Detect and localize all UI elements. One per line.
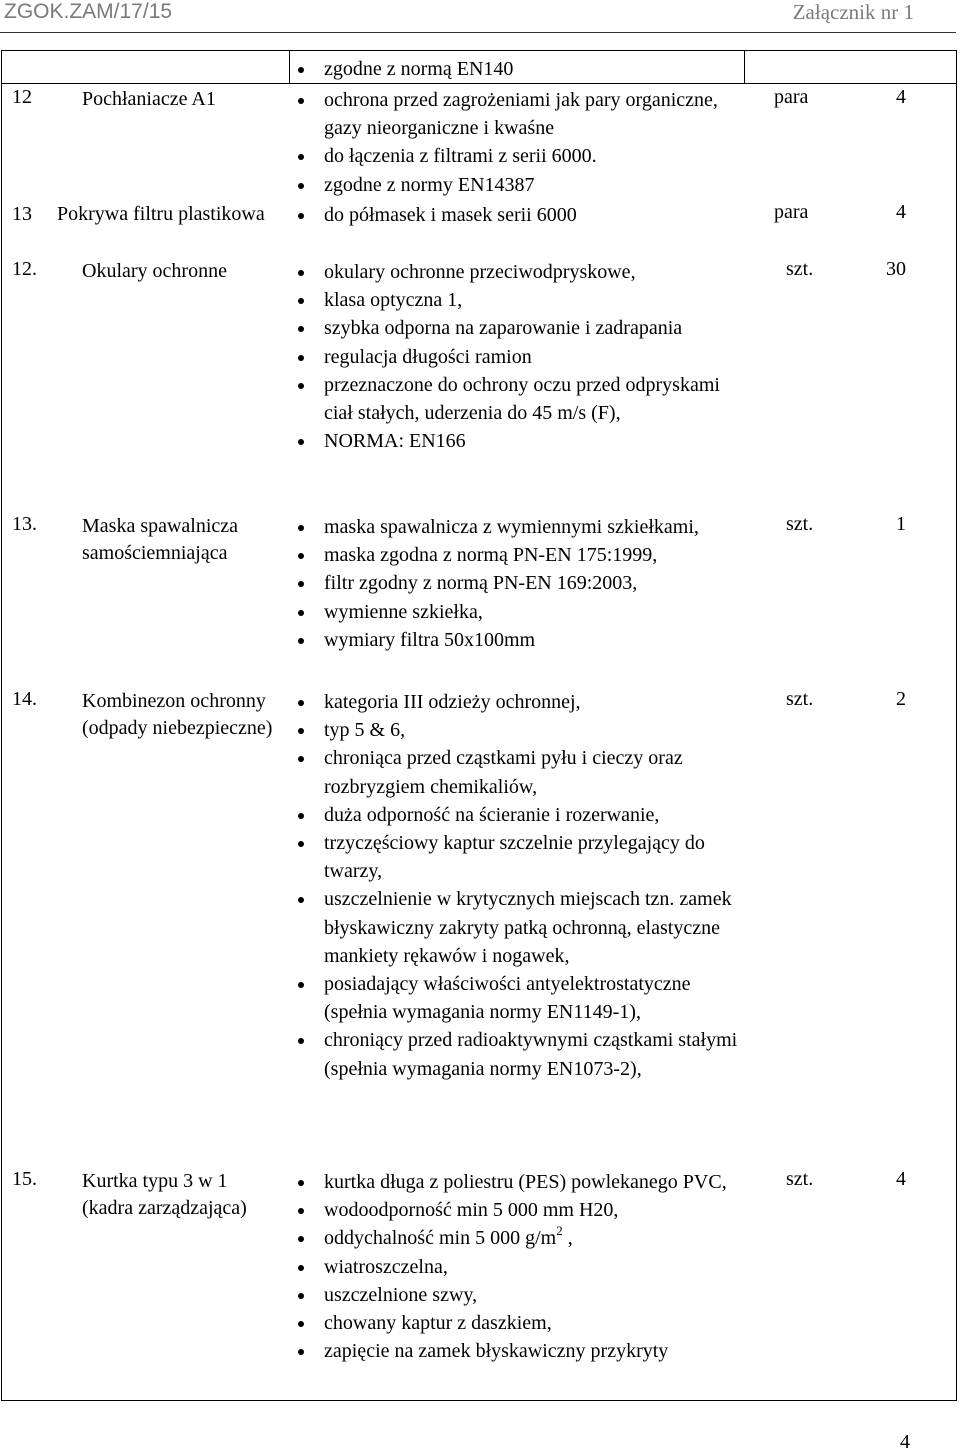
list-item: uszczelnienie w krytycznych miejscach tzn. zamek błyskawiczny zakryty patką ochronną, elastyczne mankiety rękawów i nogawek, bbox=[290, 885, 740, 970]
bullet-icon bbox=[298, 1293, 304, 1299]
list-item: wymiary filtra 50x100mm bbox=[290, 626, 740, 654]
quantity: 4 bbox=[896, 1168, 906, 1190]
row-description bbox=[290, 688, 740, 1083]
list-item: wodoodporność min 5 000 mm H20, bbox=[290, 1196, 740, 1224]
list-item: posiadający właściwości antyelektrostatyczne (spełnia wymagania normy EN1149-1), bbox=[290, 970, 740, 1026]
list-item: filtr zgodny z normą PN-EN 169:2003, bbox=[290, 569, 740, 597]
table-border-left bbox=[1, 50, 2, 1401]
list-item: oddychalność min 5 000 $g/m^2$ , bbox=[290, 1224, 740, 1252]
bullet-icon bbox=[298, 728, 304, 734]
list-item: kategoria III odzieży ochronnej, bbox=[290, 688, 740, 716]
unit: szt. bbox=[786, 688, 814, 710]
bullet-icon bbox=[298, 1349, 304, 1355]
bullet-icon bbox=[298, 982, 304, 988]
list-item: maska spawalnicza z wymiennymi szkiełkami, bbox=[290, 513, 740, 541]
bullet-icon bbox=[298, 183, 304, 189]
unit: szt. bbox=[786, 258, 814, 280]
unit: szt. bbox=[786, 513, 814, 535]
list-item: chroniący przed radioaktywnymi cząstkami stałymi (spełnia wymagania normy EN1073-2), bbox=[290, 1026, 740, 1082]
table-border-top bbox=[1, 50, 957, 51]
bullet-icon bbox=[298, 700, 304, 706]
row-description bbox=[290, 258, 740, 455]
bullet-icon bbox=[298, 581, 304, 587]
bullet-icon bbox=[298, 610, 304, 616]
list-item: NORMA: EN166 bbox=[290, 427, 740, 455]
list-item: szybka odporna na zaparowanie i zadrapania bbox=[290, 314, 740, 342]
bullet-icon bbox=[298, 1038, 304, 1044]
item-name: Pochłaniacze A1 bbox=[82, 88, 216, 110]
row-number: 15. bbox=[12, 1168, 37, 1190]
list-item: przeznaczone do ochrony oczu przed odpryskami ciał stałych, uderzenia do 45 m/s (F), bbox=[290, 371, 740, 427]
bullet-icon bbox=[298, 1236, 304, 1242]
list-item: klasa optyczna 1, bbox=[290, 286, 740, 314]
bullet-icon bbox=[298, 298, 304, 304]
row-description bbox=[290, 86, 740, 199]
item-name: 13 Pokrywa filtru plastikowa bbox=[12, 203, 265, 225]
item-name: Okulary ochronne bbox=[82, 260, 227, 282]
quantity: 1 bbox=[896, 513, 906, 535]
row-number: 14. bbox=[12, 688, 37, 710]
quantity: 2 bbox=[896, 688, 906, 710]
list-item: kurtka długa z poliestru (PES) powlekanego PVC, bbox=[290, 1168, 740, 1196]
quantity: 30 bbox=[886, 258, 906, 280]
quantity: 4 bbox=[896, 86, 906, 108]
bullet-icon bbox=[298, 383, 304, 389]
item-name: Maska spawalnicza samościemniająca bbox=[82, 515, 239, 564]
list-item: ochrona przed zagrożeniami jak pary organiczne, gazy nieorganiczne i kwaśne bbox=[290, 86, 740, 142]
row-description bbox=[290, 1168, 740, 1365]
bullet-icon bbox=[298, 439, 304, 445]
row-description bbox=[290, 55, 740, 83]
unit: para bbox=[774, 86, 809, 108]
column-divider bbox=[744, 50, 745, 83]
bullet-icon bbox=[298, 1180, 304, 1186]
list-item: regulacja długości ramion bbox=[290, 343, 740, 371]
bullet-icon bbox=[298, 841, 304, 847]
row-number: 12 bbox=[12, 86, 32, 108]
unit: para bbox=[774, 201, 809, 223]
item-name: Kombinezon ochronny (odpady niebezpieczne) bbox=[82, 690, 273, 739]
row-number: 12. bbox=[12, 258, 37, 280]
table-border-bottom bbox=[1, 1400, 957, 1401]
bullet-icon bbox=[298, 98, 304, 104]
list-item: typ 5 & 6, bbox=[290, 716, 740, 744]
bullet-icon bbox=[298, 756, 304, 762]
bullet-icon bbox=[298, 1321, 304, 1327]
bullet-icon bbox=[298, 638, 304, 644]
list-item: maska zgodna z normą PN-EN 175:1999, bbox=[290, 541, 740, 569]
list-item: zgodne z normy EN14387 bbox=[290, 171, 740, 199]
item-name: Kurtka typu 3 w 1 (kadra zarządzająca) bbox=[82, 1170, 247, 1219]
list-item: zapięcie na zamek błyskawiczny przykryty bbox=[290, 1337, 740, 1365]
bullet-icon bbox=[298, 67, 304, 73]
bullet-icon bbox=[298, 553, 304, 559]
table-border-right bbox=[956, 50, 957, 1401]
document-id: ZGOK.ZAM/17/15 bbox=[4, 0, 173, 23]
list-item: wiatroszczelna, bbox=[290, 1253, 740, 1281]
list-item: zgodne z normą EN140 bbox=[290, 55, 740, 83]
list-item: do półmasek i masek serii 6000 bbox=[290, 201, 740, 229]
header-divider bbox=[0, 32, 956, 33]
bullet-icon bbox=[298, 213, 304, 219]
row-number: 13. bbox=[12, 513, 37, 535]
bullet-icon bbox=[298, 1208, 304, 1214]
list-item: chowany kaptur z daszkiem, bbox=[290, 1309, 740, 1337]
bullet-icon bbox=[298, 525, 304, 531]
bullet-icon bbox=[298, 813, 304, 819]
quantity: 4 bbox=[896, 201, 906, 223]
attachment-label: Załącznik nr 1 bbox=[792, 0, 914, 24]
bullet-icon bbox=[298, 1265, 304, 1271]
list-item: okulary ochronne przeciwodpryskowe, bbox=[290, 258, 740, 286]
bullet-icon bbox=[298, 154, 304, 160]
list-item: chroniąca przed cząstkami pyłu i cieczy oraz rozbryzgiem chemikaliów, bbox=[290, 744, 740, 800]
row-description bbox=[290, 201, 740, 229]
list-item: wymienne szkiełka, bbox=[290, 598, 740, 626]
bullet-icon bbox=[298, 326, 304, 332]
list-item: do łączenia z filtrami z serii 6000. bbox=[290, 142, 740, 170]
page-number: 4 bbox=[900, 1431, 910, 1453]
bullet-icon bbox=[298, 270, 304, 276]
row-description bbox=[290, 513, 740, 654]
list-item: trzyczęściowy kaptur szczelnie przylegający do twarzy, bbox=[290, 829, 740, 885]
unit: szt. bbox=[786, 1168, 814, 1190]
list-item: uszczelnione szwy, bbox=[290, 1281, 740, 1309]
bullet-icon bbox=[298, 355, 304, 361]
bullet-icon bbox=[298, 897, 304, 903]
list-item: duża odporność na ścieranie i rozerwanie, bbox=[290, 801, 740, 829]
